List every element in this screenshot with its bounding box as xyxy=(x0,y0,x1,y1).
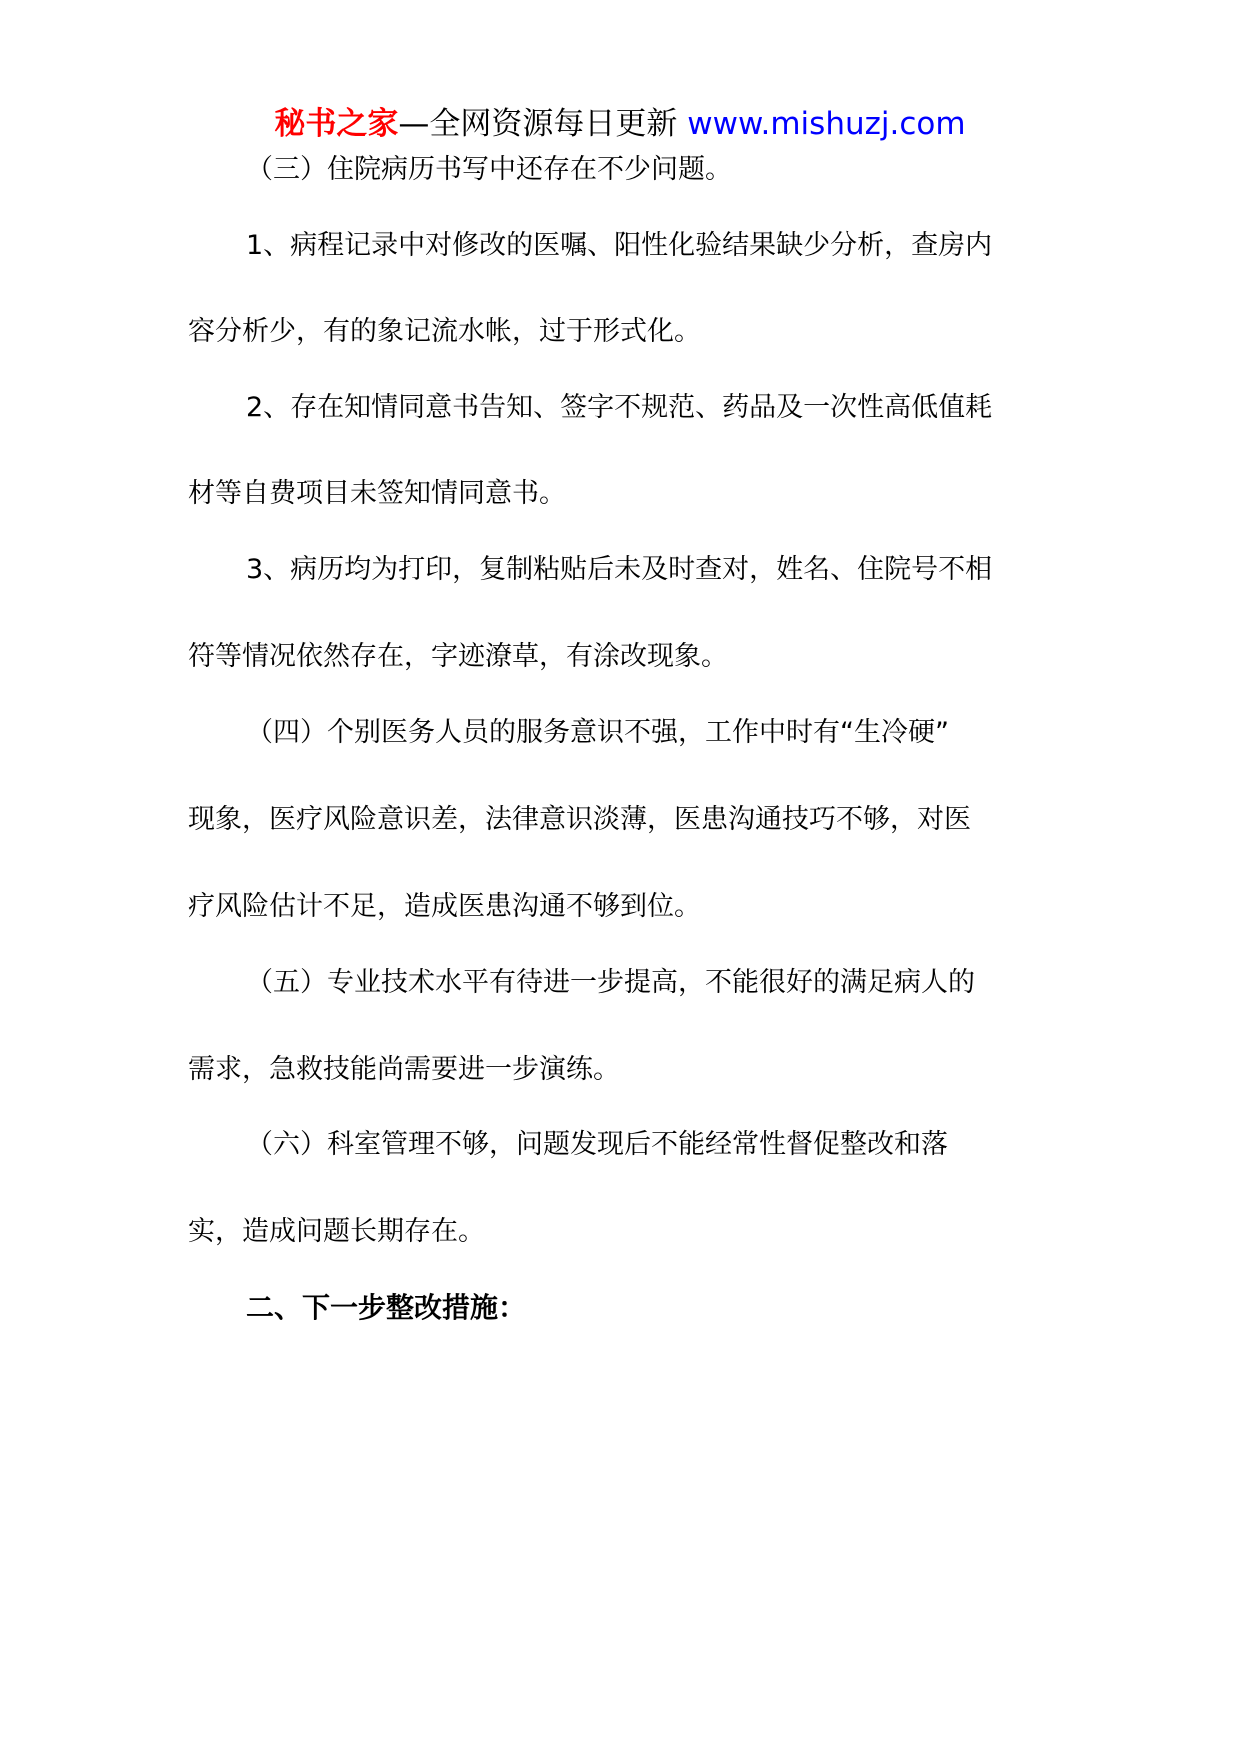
paragraph-5-line-2: 需求，急救技能尚需要进一步演练。 xyxy=(188,1054,620,1085)
paragraph-4-line-2: 现象，医疗风险意识差，法律意识淡薄，医患沟通技巧不够，对医 xyxy=(188,804,971,835)
header-brand: 秘书之家 xyxy=(274,106,399,142)
paragraph-6-line-1: （六）科室管理不够，问题发现后不能经常性督促整改和落 xyxy=(246,1129,948,1160)
section-heading: 二、下一步整改措施： xyxy=(246,1291,527,1324)
item-2-line-2: 材等自费项目未签知情同意书。 xyxy=(188,478,566,509)
paragraph-5-line-1: （五）专业技术水平有待进一步提高，不能很好的满足病人的 xyxy=(246,967,975,998)
item-3-line-1: 3、病历均为打印，复制粘贴后未及时查对，姓名、住院号不相 xyxy=(246,554,993,585)
item-1-line-2: 容分析少，有的象记流水帐，过于形式化。 xyxy=(188,316,701,347)
page-header xyxy=(0,100,1240,148)
paragraph-3-line-1: （三）住院病历书写中还存在不少问题。 xyxy=(246,154,732,185)
item-2-line-1: 2、存在知情同意书告知、签字不规范、药品及一次性高低值耗 xyxy=(246,392,993,423)
item-3-line-2: 符等情况依然存在，字迹潦草，有涂改现象。 xyxy=(188,641,728,672)
item-1-line-1: 1、病程记录中对修改的医嘱、阳性化验结果缺少分析，查房内 xyxy=(246,230,993,261)
paragraph-6-line-2: 实，造成问题长期存在。 xyxy=(188,1216,485,1247)
header-url-link[interactable]: www.mishuzj.com xyxy=(687,106,966,142)
paragraph-4-line-1: （四）个别医务人员的服务意识不强，工作中时有“生冷硬” xyxy=(246,717,949,748)
header-tagline: —全网资源每日更新 xyxy=(398,106,688,142)
paragraph-4-line-3: 疗风险估计不足，造成医患沟通不够到位。 xyxy=(188,891,701,922)
